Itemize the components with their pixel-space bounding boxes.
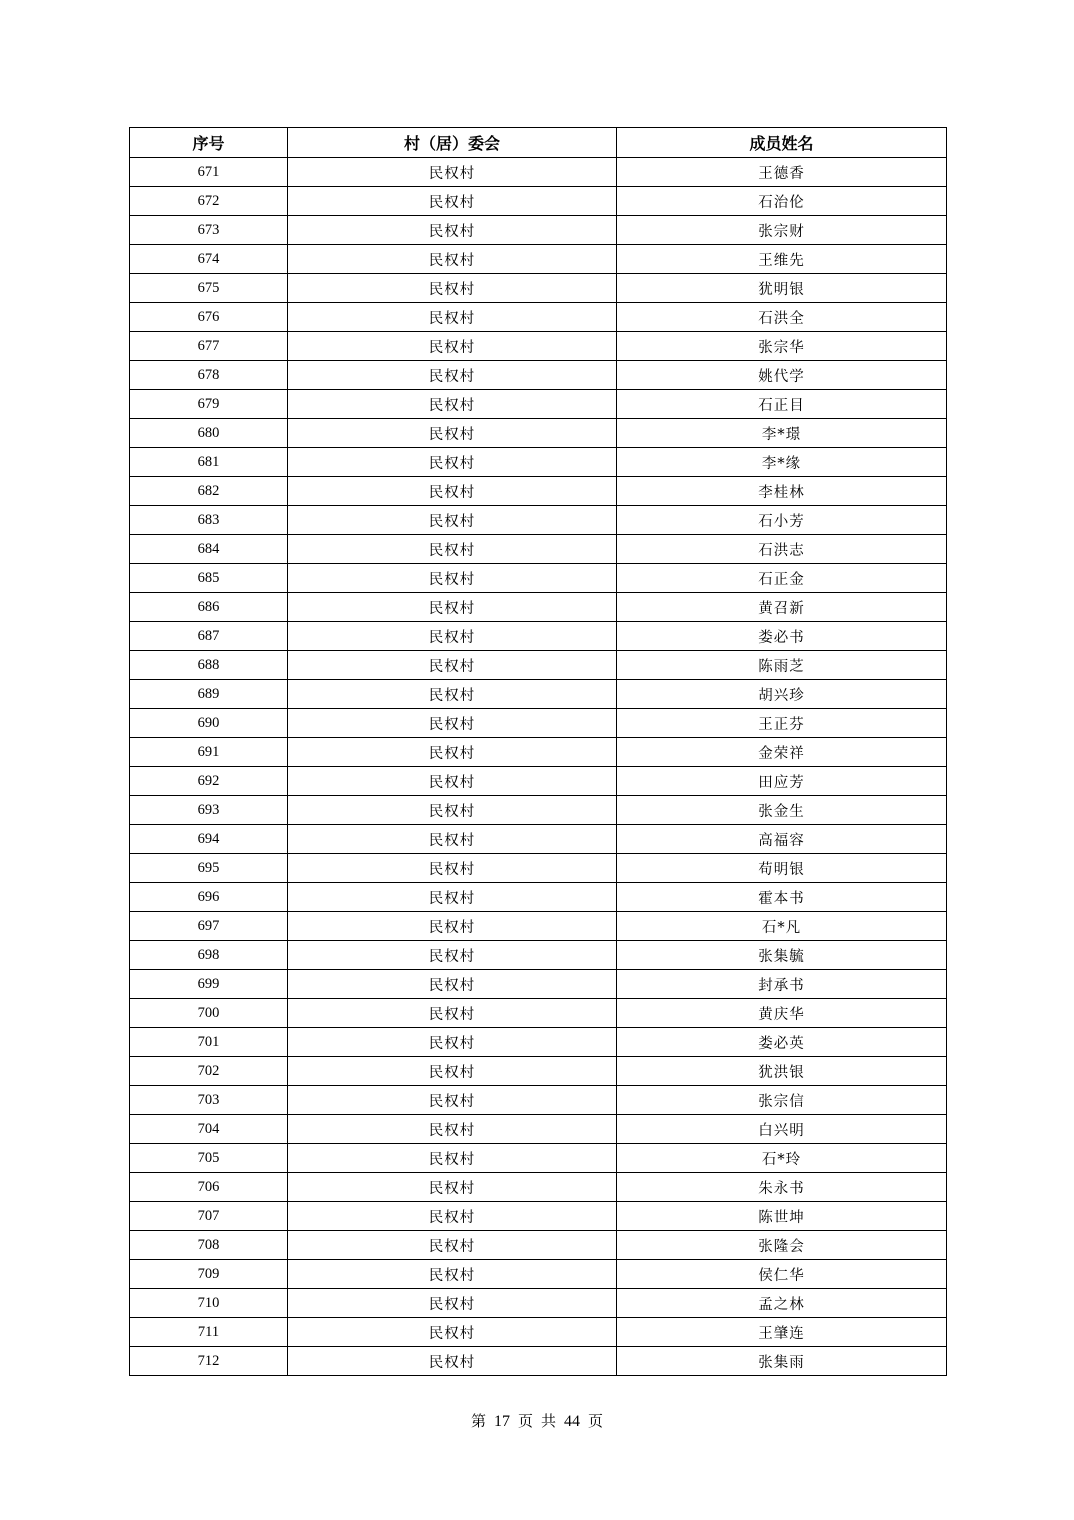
cell-village: 民权村: [288, 738, 617, 767]
table-row: [130, 1260, 947, 1289]
cell-village: 民权村: [288, 854, 617, 883]
table-row: [130, 912, 947, 941]
table-row: [130, 593, 947, 622]
header-seq: 序号: [130, 128, 288, 158]
cell-name: 李*缘: [617, 448, 947, 477]
cell-seq: 687: [130, 622, 288, 651]
cell-seq: 701: [130, 1028, 288, 1057]
cell-name: 金荣祥: [617, 738, 947, 767]
cell-seq: 677: [130, 332, 288, 361]
table-row: [130, 1057, 947, 1086]
table-row: [130, 738, 947, 767]
cell-seq: 671: [130, 158, 288, 187]
cell-village: 民权村: [288, 564, 617, 593]
cell-village: 民权村: [288, 680, 617, 709]
cell-village: 民权村: [288, 883, 617, 912]
cell-village: 民权村: [288, 999, 617, 1028]
cell-seq: 697: [130, 912, 288, 941]
cell-village: 民权村: [288, 825, 617, 854]
cell-name: 娄必书: [617, 622, 947, 651]
cell-seq: 680: [130, 419, 288, 448]
table-row: [130, 535, 947, 564]
cell-village: 民权村: [288, 1086, 617, 1115]
table-row: [130, 506, 947, 535]
table-row: [130, 796, 947, 825]
cell-village: 民权村: [288, 593, 617, 622]
cell-village: 民权村: [288, 448, 617, 477]
table-row: [130, 651, 947, 680]
table-row: [130, 477, 947, 506]
cell-seq: 712: [130, 1347, 288, 1376]
cell-name: 石治伦: [617, 187, 947, 216]
cell-seq: 675: [130, 274, 288, 303]
cell-village: 民权村: [288, 361, 617, 390]
cell-name: 张金生: [617, 796, 947, 825]
cell-village: 民权村: [288, 506, 617, 535]
cell-village: 民权村: [288, 1202, 617, 1231]
table-row: [130, 1028, 947, 1057]
cell-name: 王德香: [617, 158, 947, 187]
table-row: [130, 970, 947, 999]
table-row: [130, 1144, 947, 1173]
cell-seq: 681: [130, 448, 288, 477]
table-row: [130, 999, 947, 1028]
cell-name: 石洪志: [617, 535, 947, 564]
cell-name: 石小芳: [617, 506, 947, 535]
cell-village: 民权村: [288, 390, 617, 419]
cell-name: 朱永书: [617, 1173, 947, 1202]
table-row: [130, 419, 947, 448]
cell-name: 苟明银: [617, 854, 947, 883]
cell-name: 黄召新: [617, 593, 947, 622]
cell-village: 民权村: [288, 535, 617, 564]
cell-village: 民权村: [288, 303, 617, 332]
cell-village: 民权村: [288, 158, 617, 187]
cell-name: 犹洪银: [617, 1057, 947, 1086]
table-row: [130, 564, 947, 593]
footer-page-prefix: 第: [470, 1412, 486, 1430]
table-row: [130, 390, 947, 419]
cell-seq: 685: [130, 564, 288, 593]
cell-seq: 688: [130, 651, 288, 680]
cell-seq: 678: [130, 361, 288, 390]
footer-page-suffix: 页: [588, 1412, 604, 1430]
cell-seq: 682: [130, 477, 288, 506]
footer-total-pages: 44: [564, 1413, 581, 1430]
cell-village: 民权村: [288, 941, 617, 970]
table-row: [130, 1347, 947, 1376]
cell-name: 白兴明: [617, 1115, 947, 1144]
cell-village: 民权村: [288, 1289, 617, 1318]
cell-village: 民权村: [288, 651, 617, 680]
cell-name: 封承书: [617, 970, 947, 999]
cell-village: 民权村: [288, 796, 617, 825]
table-row: [130, 332, 947, 361]
cell-name: 李桂林: [617, 477, 947, 506]
cell-village: 民权村: [288, 274, 617, 303]
cell-name: 王肇连: [617, 1318, 947, 1347]
cell-seq: 704: [130, 1115, 288, 1144]
cell-seq: 708: [130, 1231, 288, 1260]
cell-seq: 699: [130, 970, 288, 999]
cell-name: 张隆会: [617, 1231, 947, 1260]
footer-current-page: 17: [493, 1413, 510, 1430]
table-row: [130, 245, 947, 274]
table-row: [130, 941, 947, 970]
cell-village: 民权村: [288, 1231, 617, 1260]
table-row: [130, 448, 947, 477]
cell-name: 张宗财: [617, 216, 947, 245]
cell-seq: 691: [130, 738, 288, 767]
cell-seq: 689: [130, 680, 288, 709]
cell-seq: 679: [130, 390, 288, 419]
cell-name: 张集毓: [617, 941, 947, 970]
cell-village: 民权村: [288, 1173, 617, 1202]
cell-village: 民权村: [288, 419, 617, 448]
cell-name: 石正金: [617, 564, 947, 593]
table-body: [130, 158, 947, 1376]
cell-name: 张宗信: [617, 1086, 947, 1115]
cell-name: 石*凡: [617, 912, 947, 941]
cell-village: 民权村: [288, 1318, 617, 1347]
cell-name: 姚代学: [617, 361, 947, 390]
cell-name: 张集雨: [617, 1347, 947, 1376]
cell-village: 民权村: [288, 912, 617, 941]
cell-seq: 702: [130, 1057, 288, 1086]
table-row: [130, 187, 947, 216]
cell-seq: 705: [130, 1144, 288, 1173]
cell-village: 民权村: [288, 709, 617, 738]
cell-seq: 694: [130, 825, 288, 854]
cell-village: 民权村: [288, 767, 617, 796]
table-row: [130, 767, 947, 796]
cell-name: 孟之林: [617, 1289, 947, 1318]
cell-name: 田应芳: [617, 767, 947, 796]
cell-village: 民权村: [288, 1028, 617, 1057]
cell-name: 李*璟: [617, 419, 947, 448]
table-row: [130, 680, 947, 709]
cell-village: 民权村: [288, 332, 617, 361]
table-row: [130, 883, 947, 912]
table-row: [130, 1173, 947, 1202]
cell-village: 民权村: [288, 187, 617, 216]
cell-name: 石正目: [617, 390, 947, 419]
cell-village: 民权村: [288, 970, 617, 999]
cell-village: 民权村: [288, 1347, 617, 1376]
cell-seq: 683: [130, 506, 288, 535]
cell-name: 王正芬: [617, 709, 947, 738]
cell-seq: 673: [130, 216, 288, 245]
table-row: [130, 854, 947, 883]
cell-name: 张宗华: [617, 332, 947, 361]
table-row: [130, 361, 947, 390]
cell-seq: 690: [130, 709, 288, 738]
cell-name: 王维先: [617, 245, 947, 274]
table-row: [130, 1086, 947, 1115]
cell-name: 犹明银: [617, 274, 947, 303]
cell-seq: 695: [130, 854, 288, 883]
cell-seq: 674: [130, 245, 288, 274]
cell-seq: 706: [130, 1173, 288, 1202]
page-footer: [0, 1410, 1074, 1431]
cell-name: 陈世坤: [617, 1202, 947, 1231]
cell-seq: 696: [130, 883, 288, 912]
table-row: [130, 303, 947, 332]
cell-seq: 698: [130, 941, 288, 970]
cell-village: 民权村: [288, 1115, 617, 1144]
cell-village: 民权村: [288, 1144, 617, 1173]
cell-name: 胡兴珍: [617, 680, 947, 709]
footer-page-word: 页: [517, 1412, 533, 1430]
table-row: [130, 709, 947, 738]
cell-village: 民权村: [288, 622, 617, 651]
cell-village: 民权村: [288, 1260, 617, 1289]
cell-seq: 692: [130, 767, 288, 796]
cell-village: 民权村: [288, 1057, 617, 1086]
member-table: [129, 127, 947, 1376]
cell-seq: 676: [130, 303, 288, 332]
cell-seq: 709: [130, 1260, 288, 1289]
cell-name: 霍本书: [617, 883, 947, 912]
cell-name: 石洪全: [617, 303, 947, 332]
cell-seq: 686: [130, 593, 288, 622]
cell-name: 高福容: [617, 825, 947, 854]
table-row: [130, 274, 947, 303]
table-row: [130, 622, 947, 651]
cell-village: 民权村: [288, 216, 617, 245]
cell-seq: 700: [130, 999, 288, 1028]
table-row: [130, 825, 947, 854]
cell-seq: 684: [130, 535, 288, 564]
cell-seq: 693: [130, 796, 288, 825]
table-row: [130, 1202, 947, 1231]
footer-total-word: 共: [541, 1412, 557, 1430]
cell-name: 黄庆华: [617, 999, 947, 1028]
table-row: [130, 216, 947, 245]
cell-name: 石*玲: [617, 1144, 947, 1173]
table-row: [130, 1318, 947, 1347]
cell-seq: 710: [130, 1289, 288, 1318]
cell-village: 民权村: [288, 477, 617, 506]
cell-name: 陈雨芝: [617, 651, 947, 680]
table-row: [130, 1231, 947, 1260]
cell-name: 侯仁华: [617, 1260, 947, 1289]
cell-seq: 672: [130, 187, 288, 216]
header-name: 成员姓名: [617, 128, 947, 158]
cell-seq: 711: [130, 1318, 288, 1347]
cell-name: 娄必英: [617, 1028, 947, 1057]
header-village: 村（居）委会: [288, 128, 617, 158]
table-row: [130, 1289, 947, 1318]
cell-seq: 707: [130, 1202, 288, 1231]
cell-seq: 703: [130, 1086, 288, 1115]
table-row: [130, 158, 947, 187]
table-row: [130, 1115, 947, 1144]
cell-village: 民权村: [288, 245, 617, 274]
table-header-row: [130, 128, 947, 158]
